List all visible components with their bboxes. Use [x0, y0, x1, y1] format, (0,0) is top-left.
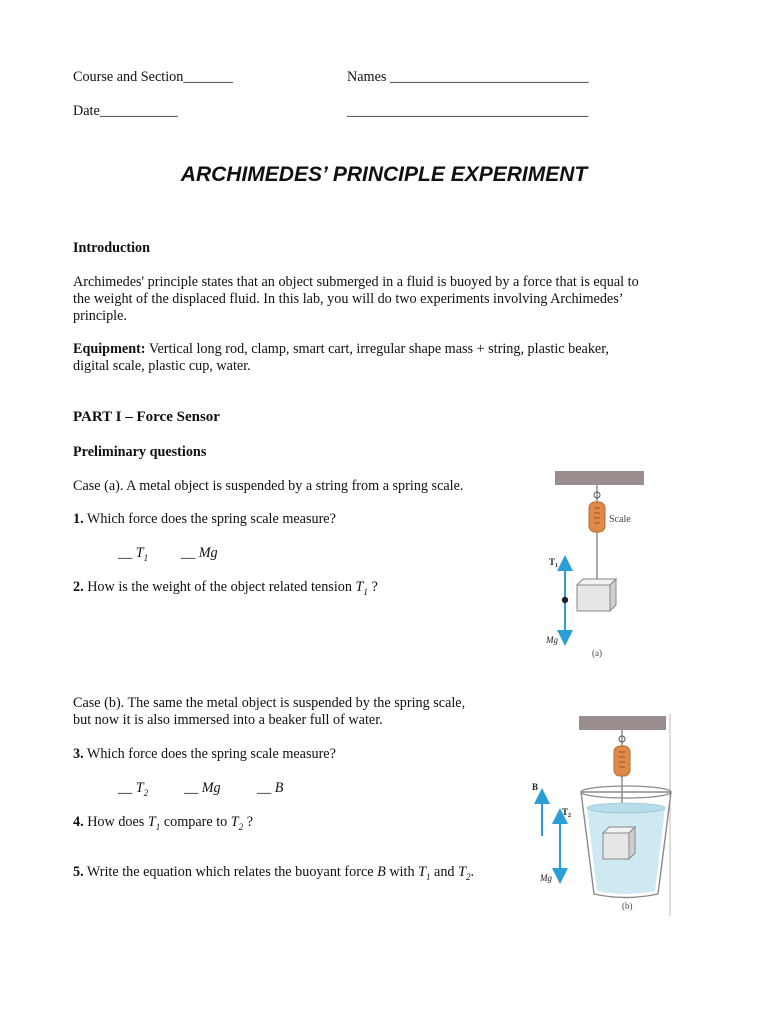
q-var: B — [377, 864, 386, 880]
q-var: T — [458, 864, 466, 880]
q-sub: 1 — [363, 586, 368, 597]
question-text: with — [385, 864, 419, 880]
question-5 — [73, 864, 474, 882]
q1-option-t1[interactable] — [118, 545, 148, 563]
mg-label: Mg — [546, 635, 558, 645]
spring-scale — [589, 502, 605, 532]
question-text: How does — [83, 814, 148, 830]
option-var: T — [135, 780, 144, 796]
ceiling-bar — [579, 716, 666, 730]
caption-b: (b) — [622, 901, 633, 911]
metal-block — [577, 585, 610, 611]
q-sub: 2 — [465, 871, 471, 882]
option-var: Mg — [198, 545, 218, 561]
q-sub: 1 — [425, 871, 431, 882]
question-text: How is the weight of the object related tension — [83, 579, 356, 595]
question-text: compare to — [160, 814, 231, 830]
q-end: ? — [243, 814, 254, 830]
block-side — [610, 579, 616, 611]
case-b-line-1: Case (b). The same the metal object is suspended by the spring scale, — [73, 695, 466, 711]
page-title: ARCHIMEDES’ PRINCIPLE EXPERIMENT — [180, 163, 588, 186]
q-var: T — [147, 814, 156, 830]
mg-label: Mg — [540, 873, 552, 883]
intro-line: principle. — [73, 308, 127, 324]
option-sub: 2 — [143, 787, 149, 798]
case-b-line-2: but now it is also immersed into a beaker full of water. — [73, 712, 383, 728]
q1-option-mg[interactable] — [181, 545, 218, 562]
q-sub: 1 — [155, 821, 161, 832]
case-a-text: Case (a). A metal object is suspended by a string from a spring scale. — [73, 478, 464, 494]
scale-label: Scale — [609, 514, 631, 525]
question-text: Which force does the spring scale measure? — [83, 746, 336, 762]
equipment-text: Vertical long rod, clamp, smart cart, irregular shape mass + string, plastic beaker, — [145, 341, 609, 357]
course-section-label: Course and Section_______ — [73, 69, 233, 85]
q-sub: 2 — [238, 821, 244, 832]
q-var: T — [418, 864, 426, 880]
prelim-heading: Preliminary questions — [73, 444, 207, 460]
part1-heading: PART I – Force Sensor — [73, 409, 220, 425]
force-point — [562, 597, 568, 603]
intro-heading: Introduction — [73, 240, 150, 256]
question-number: 4. — [73, 814, 84, 830]
caption-a: (a) — [592, 648, 602, 658]
q3-option-t2[interactable] — [118, 780, 148, 798]
question-number: 3. — [73, 746, 84, 762]
option-var: B — [274, 780, 284, 796]
intro-paragraph — [73, 274, 693, 325]
q-end: ? — [367, 579, 378, 595]
question-text: Write the equation which relates the buoyant force — [83, 864, 378, 880]
answer-blank: __ — [184, 780, 202, 796]
water-surface — [587, 803, 665, 813]
intro-line: Archimedes' principle states that an object submerged in a fluid is buoyed by a force that is equal to — [73, 274, 639, 290]
b-label: B — [532, 782, 539, 792]
question-text: and — [430, 864, 459, 880]
option-sub: 1 — [143, 552, 149, 563]
question-number: 1. — [73, 511, 84, 527]
date-label: Date___________ — [73, 103, 178, 119]
question-2 — [73, 579, 378, 597]
question-number: 2. — [73, 579, 84, 595]
equipment-paragraph — [73, 341, 693, 375]
q-var: T — [355, 579, 364, 595]
figure-b — [527, 708, 677, 920]
names-line-2: __________________________________ — [347, 103, 589, 119]
equipment-label: Equipment: — [73, 341, 146, 357]
t2-label: $T_2$ — [562, 807, 572, 819]
t1-label: $T_1$ — [549, 557, 559, 569]
answer-blank: __ — [118, 545, 136, 561]
q3-option-mg[interactable] — [184, 780, 221, 797]
answer-blank: __ — [118, 780, 136, 796]
block-top — [577, 579, 616, 585]
q3-option-b[interactable] — [257, 780, 283, 797]
intro-line: the weight of the displaced fluid. In this lab, you will do two experiments involving Archimedes’ — [73, 291, 624, 307]
option-var: T — [135, 545, 144, 561]
names-label: Names ____________________________ — [347, 69, 589, 85]
question-text: Which force does the spring scale measure? — [83, 511, 336, 527]
question-number: 5. — [73, 864, 84, 880]
option-var: Mg — [201, 780, 221, 796]
block-side — [629, 827, 635, 859]
q-end: . — [470, 864, 475, 880]
answer-blank: __ — [257, 780, 275, 796]
metal-block — [603, 833, 629, 859]
question-4 — [73, 814, 253, 832]
question-1 — [73, 511, 336, 528]
ceiling-bar — [555, 471, 644, 485]
equipment-text: digital scale, plastic cup, water. — [73, 358, 251, 374]
q-var: T — [230, 814, 239, 830]
figure-a — [535, 468, 665, 663]
spring-scale — [614, 746, 630, 776]
question-3 — [73, 746, 336, 763]
answer-blank: __ — [181, 545, 199, 561]
